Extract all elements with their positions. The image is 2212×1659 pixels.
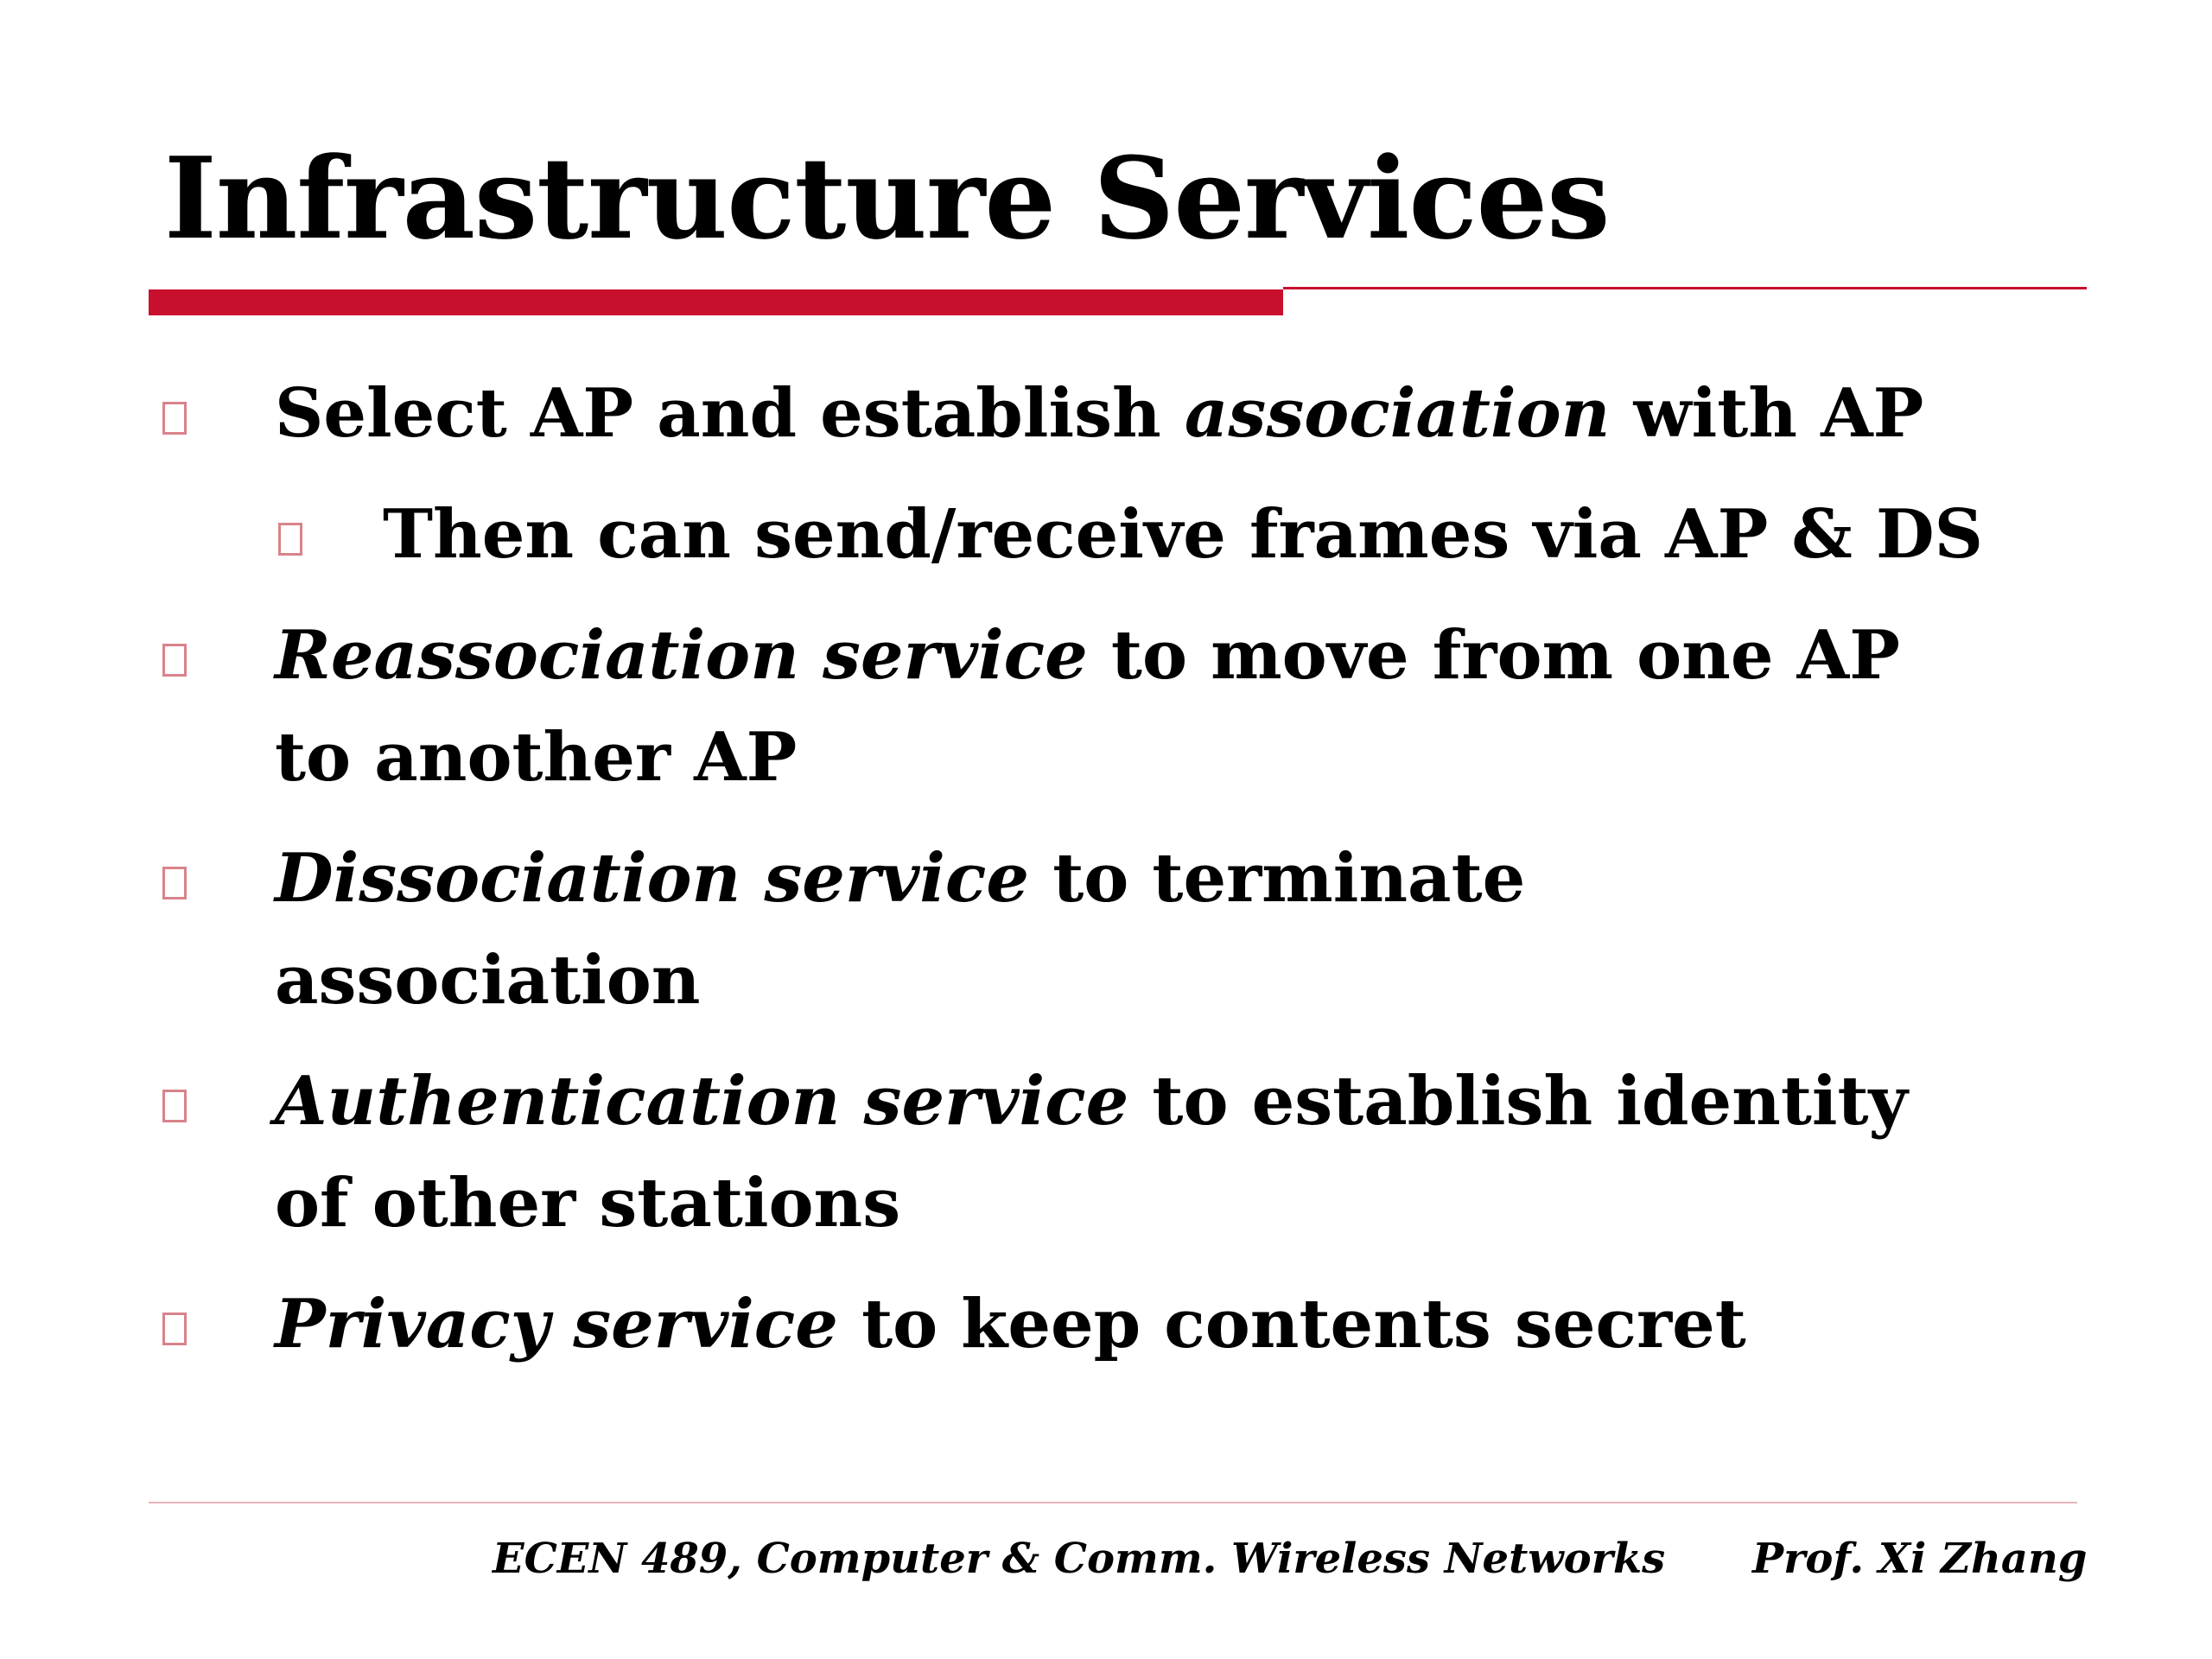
square-bullet-icon [162, 1090, 187, 1122]
square-bullet-icon [162, 867, 187, 899]
bullet-text-plain: to move from one AP [1087, 616, 1900, 695]
bullet-text-plain: to another AP [275, 718, 798, 797]
square-bullet-icon [162, 1313, 187, 1345]
bullet-text-plain: to establish identity [1128, 1062, 1908, 1141]
footer-course-name: ECEN 489, Computer & Comm. Wireless Networks [493, 1535, 1666, 1583]
slide-title: Infrastructure Services [164, 132, 1610, 264]
bullet-text-plain: of other stations [275, 1164, 901, 1243]
bullet-text-emphasis: Reassociation service [275, 616, 1088, 695]
bullet-text-plain: association [275, 941, 701, 1020]
square-bullet-icon [162, 644, 187, 677]
bullet-text-emphasis: Dissociation service [275, 839, 1030, 918]
footer-author: Prof. Xi Zhang [1752, 1535, 2088, 1583]
bullet-sub-item [383, 484, 2197, 586]
bullet-text-plain: to keep contents secret [837, 1285, 1746, 1363]
bullet-text-emphasis: Privacy service [275, 1285, 838, 1363]
bullet-item [275, 1051, 2089, 1255]
bullet-text-plain: to terminate [1029, 839, 1526, 918]
square-bullet-icon [162, 402, 187, 435]
bullet-text-plain: Select AP and establish [275, 374, 1185, 453]
footer-divider [149, 1502, 2077, 1503]
bullet-item [275, 828, 2089, 1032]
bullet-text-emphasis: association [1184, 374, 1611, 453]
bullet-item [275, 363, 2089, 465]
bullet-text-emphasis: Authentication service [275, 1062, 1129, 1141]
bullet-item [275, 1274, 2089, 1376]
bullet-text-plain: with AP [1610, 374, 1924, 453]
square-bullet-icon [278, 523, 302, 556]
bullet-item [275, 605, 2089, 809]
bullet-text-plain: Then can send/receive frames via AP & DS [383, 495, 1983, 574]
